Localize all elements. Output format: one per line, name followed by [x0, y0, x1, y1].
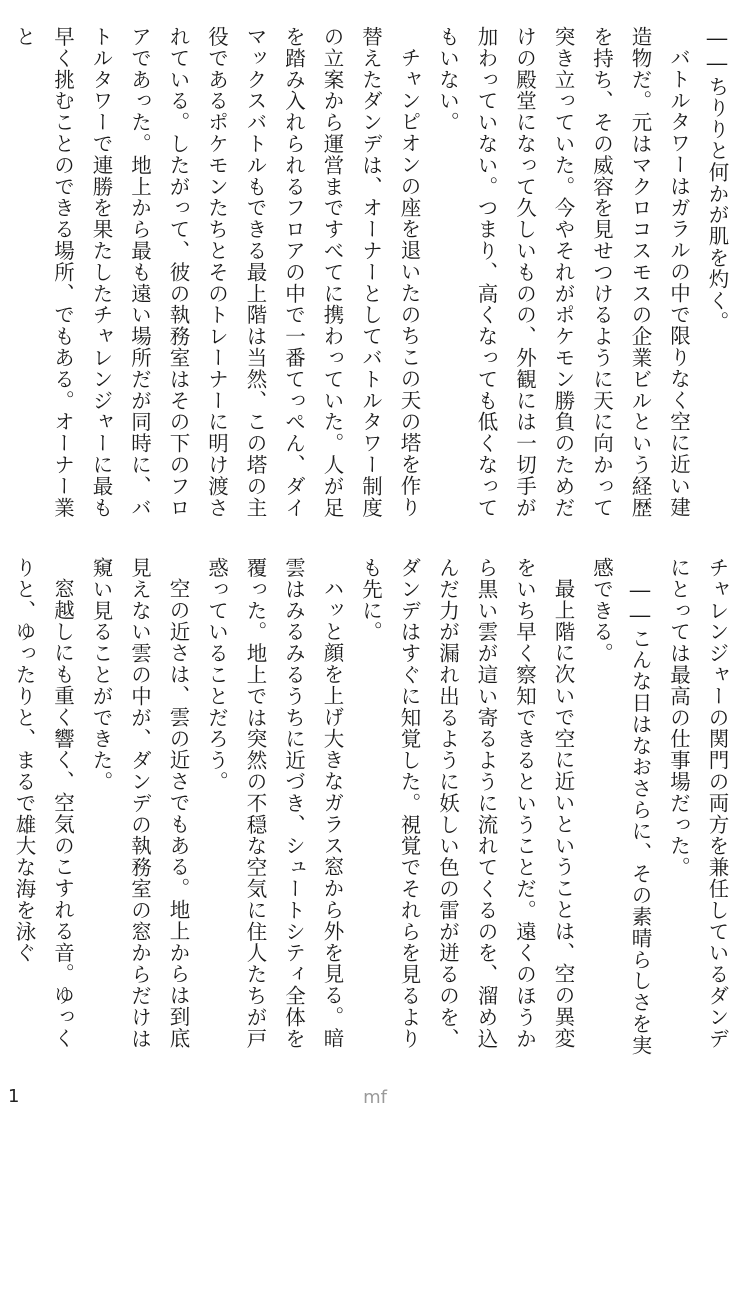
paragraph: 最上階に次いで空に近いということは、空の異変をいち早く察知できるということだ。遠くのほうから黒い雲が這い寄るように流れてくるのを、溜め込んだ力が漏れ出るように妖しい色の雷が迸るのを、ダンデはすぐに知覚した。視覚でそれらを見るよりも先に。 — [358, 557, 575, 1050]
paragraph: 窓越しにも重く響く、空気のこすれる音。ゆっくりと、ゆったりと、まるで雄大な海を泳ぐ — [12, 557, 75, 1049]
paragraph: 空の近さは、雲の近さでもある。地上からは到底見えない雲の中が、ダンデの執務室の窓からだけは窺い見ることができた。 — [89, 557, 190, 1050]
footer-label: mf — [363, 1087, 387, 1108]
paragraph: ――こんな日はなおさらに、その素晴らしさを実感できる。 — [589, 557, 652, 1056]
page-number: 1 — [8, 1086, 20, 1107]
paragraph: バトルタワーはガラルの中で限りなく空に近い建造物だ。元はマクロコスモスの企業ビルという経歴を持ち、その威容を見せつけるように天に向かって突き立っていた。今やそれがポケモン勝負のためだけの殿堂になって久しいものの、外観には一切手が加わっていない。つまり、高くなっても低くなってもいない。 — [435, 26, 691, 519]
paragraph: ハッと顔を上げ大きなガラス窓から外を見る。暗雲はみるみるうちに近づき、シュートシティ全体を覆った。地上では突然の不穏な空気に住人たちが戸惑っていることだろう。 — [204, 557, 344, 1050]
paragraph: ――ちりりと何かが肌を灼く。 — [705, 26, 729, 333]
text-block-top — [12, 26, 736, 536]
text-block-bottom — [12, 557, 736, 1067]
paragraph: チャンピオンの座を退いたのちこの天の塔を作り替えたダンデは、オーナーとしてバトルタワー制度の立案から運営まですべてに携わっていた。人が足を踏み入れられるフロアの中で一番てっぺん、ダイマックスバトルもできる最上階は当然、この塔の主役であるポケモンたちとそのトレーナーに明け渡されている。したがって、彼の執務室はその下のフロアであった。地上から最も遠い場所だが同時に、バトルタワーで連勝を果たしたチャレンジャーに最も早く挑むことのできる場所、でもある。オーナー業と — [12, 26, 421, 519]
paragraph: チャレンジャーの関門の両方を兼任しているダンデにとっては最高の仕事場だった。 — [666, 557, 729, 1050]
